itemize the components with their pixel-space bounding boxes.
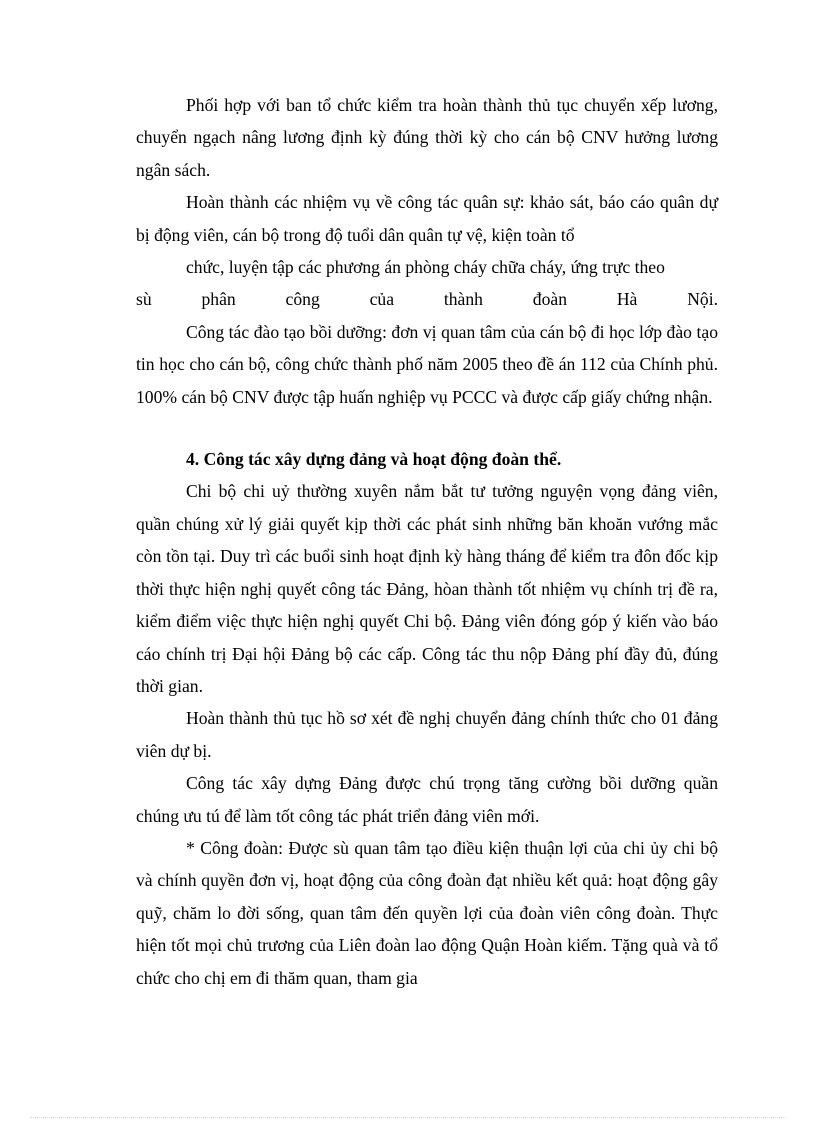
paragraph-party-building: Công tác xây dựng Đảng được chú trọng tăng cường bồi dưỡng quần chúng ưu tú để làm tốt công tác phát triển đảng viên mới. — [136, 773, 718, 826]
paragraph-member-admission: Hoàn thành thủ tục hồ sơ xét đề nghị chuyển đảng chính thức cho 01 đảng viên dự bị. — [136, 708, 718, 761]
section-heading: 4. Công tác xây dựng đảng và hoạt động đoàn thể. — [186, 449, 562, 470]
paragraph-salary-procedures: Phối hợp với ban tổ chức kiểm tra hoàn thành thủ tục chuyển xếp lương, chuyển ngạch nâng lương định kỳ đúng thời kỳ cho cán bộ CNV hưởng lương ngân sách. — [136, 95, 718, 180]
page-bottom-divider — [30, 1117, 786, 1118]
paragraph-fire-drills: chức, luyện tập các phương án phòng cháy chữa cháy, ứng trực theo — [186, 257, 665, 278]
body-text — [136, 89, 718, 994]
paragraph-trade-union: * Công đoàn: Được sù quan tâm tạo điều kiện thuận lợi của chi ủy chi bộ và chính quyền đơn vị, hoạt động của công đoàn đạt nhiều kết quả: hoạt động gây quỹ, chăm lo đời sống, quan tâm đến quyền lợi của đoàn viên công đoàn. Thực hiện tốt mọi chủ trương của Liên đoàn lao động Quận Hoàn kiếm. Tặng quà và tổ chức cho chị em đi thăm quan, tham gia — [136, 837, 718, 988]
paragraph-party-cell: Chi bộ chi uỷ thường xuyên nắm bắt tư tưởng nguyện vọng đảng viên, quần chúng xử lý giải quyết kịp thời các phát sinh những băn khoăn vướng mắc còn tồn tại. Duy trì các buổi sinh hoạt định kỳ hàng tháng để kiểm tra đôn đốc kịp thời thực hiện nghị quyết công tác Đảng, hòan thành tốt nhiệm vụ chính trị đề ra, kiểm điểm việc thực hiện nghị quyết Chi bộ. Đảng viên đóng góp ý kiến vào báo cáo chính trị Đại hội Đảng bộ các cấp. Công tác thu nộp Đảng phí đầy đủ, đúng thời gian. — [136, 481, 718, 696]
paragraph-military-work: Hoàn thành các nhiệm vụ về công tác quân sự: khảo sát, báo cáo quân dự bị động viên, cán bộ trong độ tuổi dân quân tự vệ, kiện toàn tổ — [136, 192, 718, 245]
paragraph-training: Công tác đào tạo bồi dưỡng: đơn vị quan tâm của cán bộ đi học lớp đào tạo tin học cho cán bộ, công chức thành phố năm 2005 theo đề án 112 của Chính phủ. 100% cán bộ CNV được tập huấn nghiệp vụ PCCC và được cấp giấy chứng nhận. — [136, 321, 718, 407]
paragraph-assignment: sù phân công của thành đoàn Hà Nội. — [136, 289, 718, 310]
